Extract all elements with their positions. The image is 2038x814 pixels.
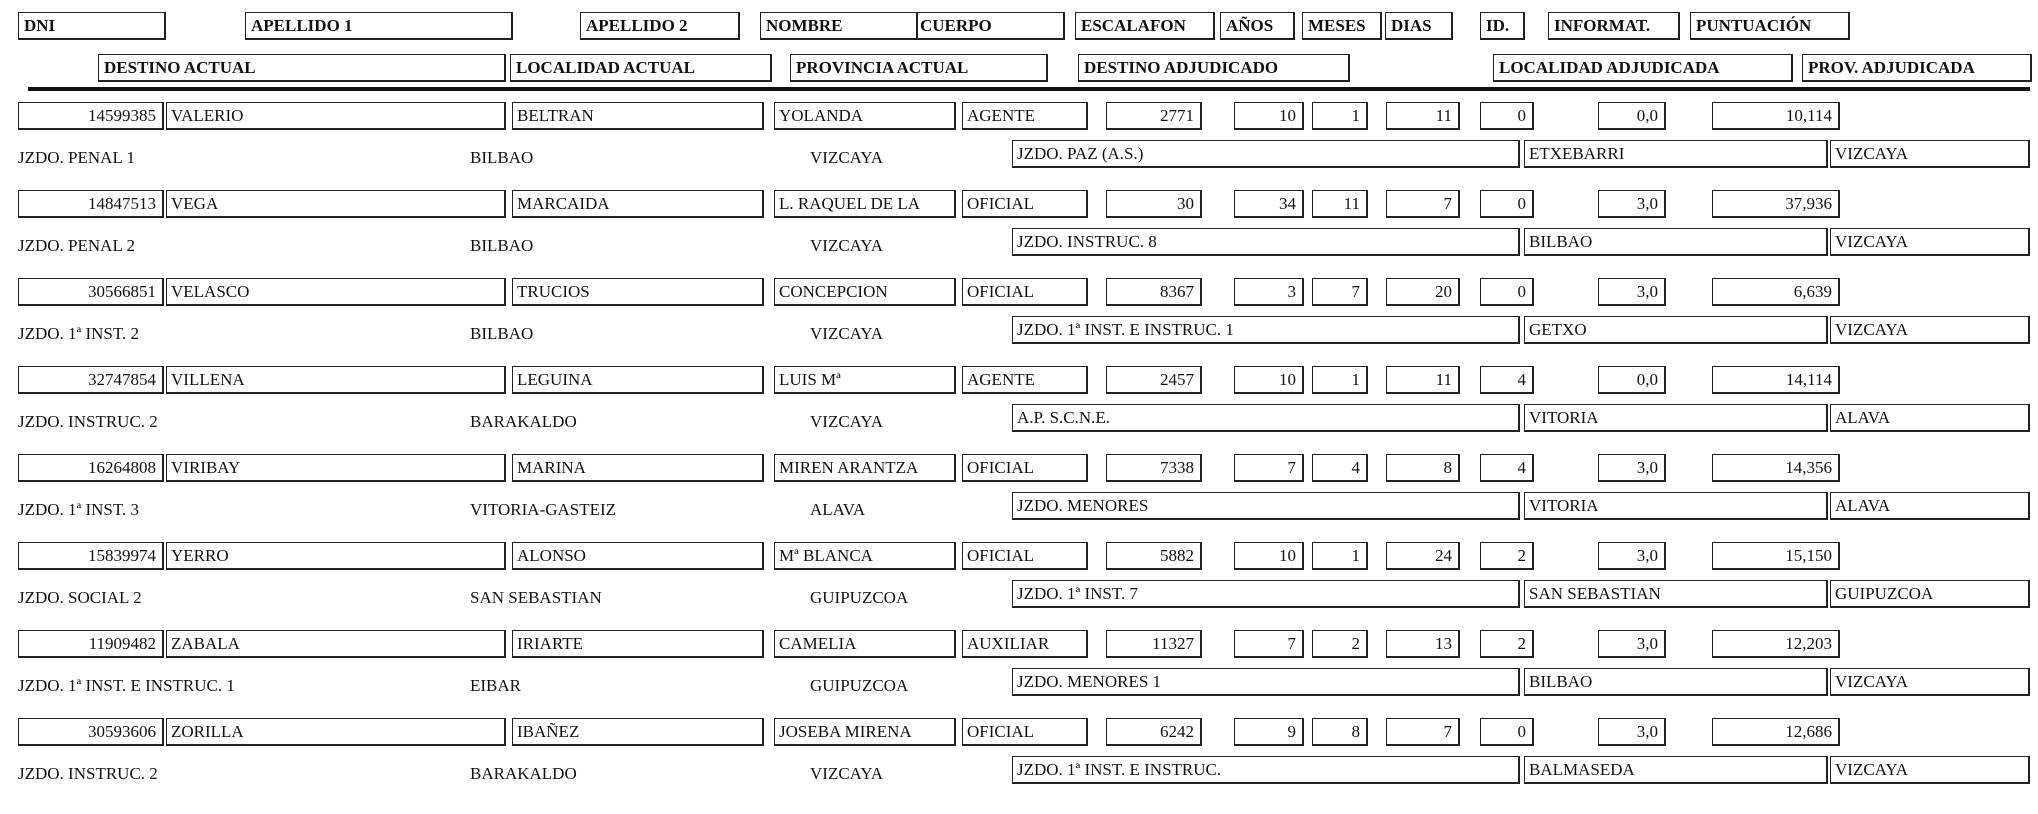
record-nombre: LUIS Mª [774,366,956,394]
record-dni: 16264808 [18,454,164,482]
record-destino-actual: JZDO. INSTRUC. 2 [18,764,158,783]
record-cuerpo: AGENTE [962,366,1088,394]
record-id: 2 [1480,630,1534,658]
record-localidad-actual: VITORIA-GASTEIZ [470,500,617,519]
header-anos: AÑOS [1220,12,1295,40]
header-nombre: NOMBRE [760,12,918,40]
record-puntuacion: 6,639 [1712,278,1840,306]
record-puntuacion: 14,114 [1712,366,1840,394]
record-id: 0 [1480,718,1534,746]
record-prov-adjudicada: VIZCAYA [1830,756,2030,784]
record-provincia-actual: GUIPUZCOA [810,588,909,607]
record-nombre: JOSEBA MIRENA [774,718,956,746]
record-provincia-actual: VIZCAYA [810,324,884,343]
record-provincia-actual: GUIPUZCOA [810,676,909,695]
record-puntuacion: 12,686 [1712,718,1840,746]
record-cuerpo: OFICIAL [962,454,1088,482]
record-localidad-adjudicada: SAN SEBASTIAN [1524,580,1828,608]
record-localidad-actual: BARAKALDO [470,412,577,431]
record-prov-adjudicada: ALAVA [1830,404,2030,432]
record-apellido1: YERRO [166,542,506,570]
record-cuerpo: OFICIAL [962,542,1088,570]
record-dni: 30593606 [18,718,164,746]
record-meses: 1 [1312,542,1368,570]
record-escalafon: 6242 [1106,718,1202,746]
record-id: 4 [1480,366,1534,394]
record-destino-adjudicado: JZDO. 1ª INST. 7 [1012,580,1520,608]
record-cuerpo: OFICIAL [962,718,1088,746]
record-apellido2: MARINA [512,454,764,482]
record-destino-actual: JZDO. INSTRUC. 2 [18,412,158,431]
record-destino-adjudicado: JZDO. MENORES 1 [1012,668,1520,696]
record-provincia-actual: VIZCAYA [810,764,884,783]
record-prov-adjudicada: GUIPUZCOA [1830,580,2030,608]
record-prov-adjudicada: ALAVA [1830,492,2030,520]
record-dni: 15839974 [18,542,164,570]
record-dias: 11 [1386,102,1460,130]
record-destino-actual: JZDO. 1ª INST. E INSTRUC. 1 [18,676,235,695]
record-escalafon: 2457 [1106,366,1202,394]
record-informat: 3,0 [1598,630,1666,658]
record-id: 0 [1480,102,1534,130]
record-localidad-actual: SAN SEBASTIAN [470,588,602,607]
record-id: 0 [1480,190,1534,218]
record-dias: 24 [1386,542,1460,570]
record-dias: 7 [1386,718,1460,746]
record-dni: 14847513 [18,190,164,218]
record-localidad-adjudicada: BILBAO [1524,668,1828,696]
header-meses: MESES [1302,12,1382,40]
header-localidad-adjudicada: LOCALIDAD ADJUDICADA [1493,54,1793,82]
record-provincia-actual: VIZCAYA [810,236,884,255]
record-puntuacion: 37,936 [1712,190,1840,218]
record-localidad-adjudicada: GETXO [1524,316,1828,344]
record-dni: 14599385 [18,102,164,130]
record-informat: 0,0 [1598,102,1666,130]
header-localidad-actual: LOCALIDAD ACTUAL [510,54,772,82]
record-informat: 3,0 [1598,190,1666,218]
record-destino-actual: JZDO. 1ª INST. 2 [18,324,140,343]
record-meses: 7 [1312,278,1368,306]
record-escalafon: 7338 [1106,454,1202,482]
record-id: 0 [1480,278,1534,306]
header-dias: DIAS [1385,12,1453,40]
record-localidad-actual: BARAKALDO [470,764,577,783]
record-nombre: YOLANDA [774,102,956,130]
record-anos: 10 [1234,366,1304,394]
record-dni: 11909482 [18,630,164,658]
record-prov-adjudicada: VIZCAYA [1830,668,2030,696]
record-meses: 4 [1312,454,1368,482]
record-informat: 3,0 [1598,454,1666,482]
header-divider [28,87,2030,91]
record-apellido1: VILLENA [166,366,506,394]
record-destino-actual: JZDO. PENAL 1 [18,148,135,167]
record-anos: 10 [1234,542,1304,570]
record-destino-adjudicado: JZDO. 1ª INST. E INSTRUC. [1012,756,1520,784]
record-prov-adjudicada: VIZCAYA [1830,140,2030,168]
record-puntuacion: 14,356 [1712,454,1840,482]
header-destino-adjudicado: DESTINO ADJUDICADO [1078,54,1350,82]
record-escalafon: 30 [1106,190,1202,218]
header-provincia-actual: PROVINCIA ACTUAL [790,54,1048,82]
record-nombre: Mª BLANCA [774,542,956,570]
record-meses: 1 [1312,366,1368,394]
record-apellido1: VIRIBAY [166,454,506,482]
record-apellido1: VALERIO [166,102,506,130]
header-dni: DNI [18,12,166,40]
record-localidad-actual: BILBAO [470,324,534,343]
record-dias: 20 [1386,278,1460,306]
record-escalafon: 5882 [1106,542,1202,570]
record-anos: 7 [1234,630,1304,658]
record-localidad-actual: EIBAR [470,676,521,695]
record-informat: 3,0 [1598,542,1666,570]
record-puntuacion: 15,150 [1712,542,1840,570]
record-informat: 0,0 [1598,366,1666,394]
record-destino-actual: JZDO. SOCIAL 2 [18,588,142,607]
record-apellido1: VEGA [166,190,506,218]
record-informat: 3,0 [1598,278,1666,306]
record-id: 4 [1480,454,1534,482]
header-apellido1: APELLIDO 1 [245,12,513,40]
record-puntuacion: 10,114 [1712,102,1840,130]
record-apellido2: MARCAIDA [512,190,764,218]
record-localidad-adjudicada: BALMASEDA [1524,756,1828,784]
record-apellido2: TRUCIOS [512,278,764,306]
record-nombre: MIREN ARANTZA [774,454,956,482]
record-localidad-adjudicada: BILBAO [1524,228,1828,256]
record-apellido1: ZORILLA [166,718,506,746]
record-dias: 13 [1386,630,1460,658]
record-anos: 10 [1234,102,1304,130]
record-dias: 8 [1386,454,1460,482]
record-apellido1: VELASCO [166,278,506,306]
record-apellido2: BELTRAN [512,102,764,130]
record-prov-adjudicada: VIZCAYA [1830,316,2030,344]
record-nombre: L. RAQUEL DE LA [774,190,956,218]
record-cuerpo: AUXILIAR [962,630,1088,658]
header-prov-adjudicada: PROV. ADJUDICADA [1802,54,2032,82]
record-puntuacion: 12,203 [1712,630,1840,658]
record-anos: 34 [1234,190,1304,218]
record-prov-adjudicada: VIZCAYA [1830,228,2030,256]
record-destino-adjudicado: JZDO. 1ª INST. E INSTRUC. 1 [1012,316,1520,344]
record-escalafon: 2771 [1106,102,1202,130]
record-destino-adjudicado: JZDO. PAZ (A.S.) [1012,140,1520,168]
record-nombre: CONCEPCION [774,278,956,306]
record-localidad-adjudicada: VITORIA [1524,492,1828,520]
record-dias: 11 [1386,366,1460,394]
record-meses: 11 [1312,190,1368,218]
record-meses: 2 [1312,630,1368,658]
record-nombre: CAMELIA [774,630,956,658]
record-destino-adjudicado: JZDO. MENORES [1012,492,1520,520]
record-apellido2: IBAÑEZ [512,718,764,746]
record-cuerpo: AGENTE [962,102,1088,130]
header-puntuacion: PUNTUACIÓN [1690,12,1850,40]
record-meses: 1 [1312,102,1368,130]
record-anos: 9 [1234,718,1304,746]
record-meses: 8 [1312,718,1368,746]
record-id: 2 [1480,542,1534,570]
record-localidad-adjudicada: ETXEBARRI [1524,140,1828,168]
header-destino-actual: DESTINO ACTUAL [98,54,506,82]
record-localidad-actual: BILBAO [470,148,534,167]
header-informat: INFORMAT. [1548,12,1680,40]
record-anos: 7 [1234,454,1304,482]
record-escalafon: 11327 [1106,630,1202,658]
record-provincia-actual: ALAVA [810,500,866,519]
record-destino-adjudicado: JZDO. INSTRUC. 8 [1012,228,1520,256]
record-apellido2: LEGUINA [512,366,764,394]
record-destino-actual: JZDO. 1ª INST. 3 [18,500,140,519]
header-apellido2: APELLIDO 2 [580,12,740,40]
record-escalafon: 8367 [1106,278,1202,306]
record-anos: 3 [1234,278,1304,306]
header-cuerpo: CUERPO [915,12,1065,40]
record-informat: 3,0 [1598,718,1666,746]
record-apellido2: ALONSO [512,542,764,570]
header-escalafon: ESCALAFON [1075,12,1215,40]
record-cuerpo: OFICIAL [962,278,1088,306]
record-localidad-adjudicada: VITORIA [1524,404,1828,432]
record-cuerpo: OFICIAL [962,190,1088,218]
record-provincia-actual: VIZCAYA [810,412,884,431]
record-dni: 30566851 [18,278,164,306]
record-apellido2: IRIARTE [512,630,764,658]
record-destino-actual: JZDO. PENAL 2 [18,236,135,255]
record-apellido1: ZABALA [166,630,506,658]
record-provincia-actual: VIZCAYA [810,148,884,167]
record-destino-adjudicado: A.P. S.C.N.E. [1012,404,1520,432]
record-dias: 7 [1386,190,1460,218]
record-localidad-actual: BILBAO [470,236,534,255]
record-dni: 32747854 [18,366,164,394]
header-id: ID. [1480,12,1525,40]
